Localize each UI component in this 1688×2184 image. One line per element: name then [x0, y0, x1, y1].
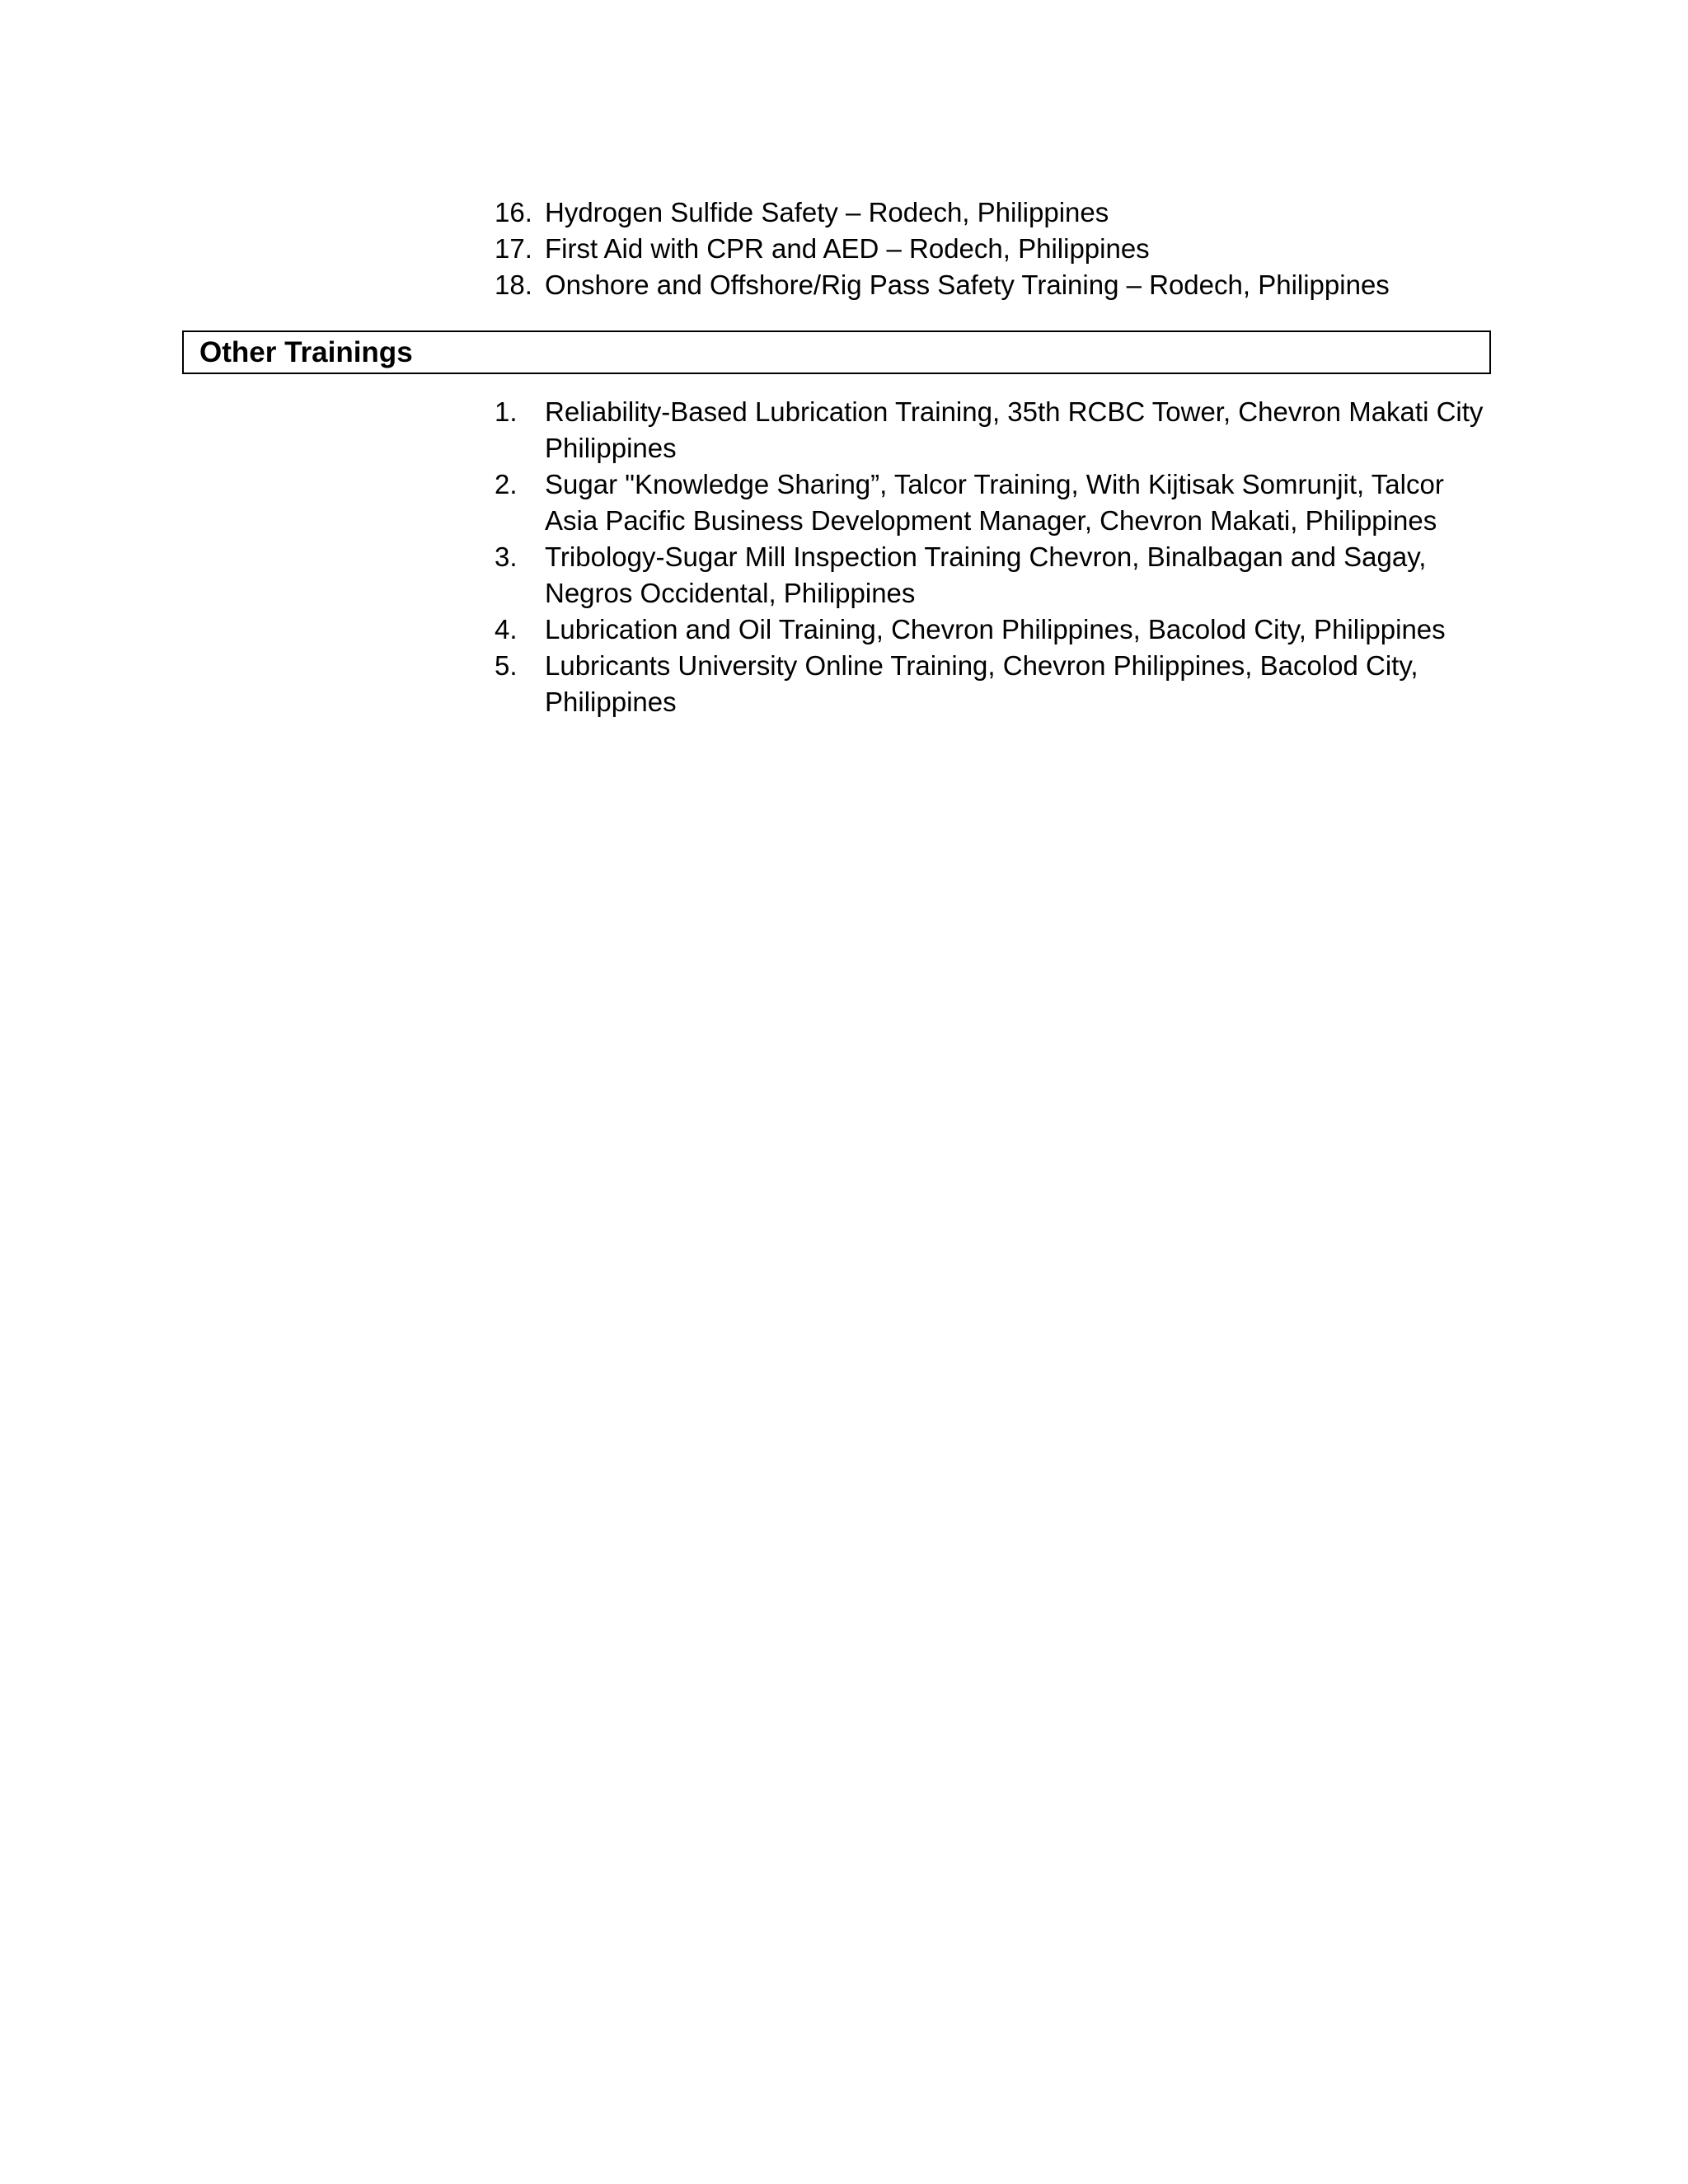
list-item-number: 1. [495, 396, 518, 427]
list-item [495, 466, 1484, 539]
list-item-number: 5. [495, 650, 518, 681]
list-item-text: Lubrication and Oil Training, Chevron Philippines, Bacolod City, Philippines [545, 614, 1446, 644]
list-item-text: Tribology-Sugar Mill Inspection Training Chevron, Binalbagan and Sagay, Negros Occidental, Philippines [545, 541, 1427, 608]
other-trainings-list [495, 394, 1484, 720]
list-item-text: Hydrogen Sulfide Safety – Rodech, Philippines [545, 197, 1109, 227]
list-item-number: 18. [495, 269, 532, 300]
list-item-number: 2. [495, 469, 518, 499]
list-item-text: Reliability-Based Lubrication Training, 35th RCBC Tower, Chevron Makati City Philippines [545, 396, 1484, 463]
list-item [495, 612, 1484, 648]
section-title: Other Trainings [199, 335, 413, 368]
list-item [495, 194, 1484, 231]
list-item-text: Onshore and Offshore/Rig Pass Safety Training – Rodech, Philippines [545, 269, 1390, 300]
list-item [495, 394, 1484, 466]
list-item-number: 3. [495, 541, 518, 572]
list-item-text: Lubricants University Online Training, Chevron Philippines, Bacolod City, Philippines [545, 650, 1418, 717]
certification-list [495, 194, 1484, 303]
list-item-number: 16. [495, 197, 532, 227]
list-item [495, 267, 1484, 303]
list-item-text: Sugar "Knowledge Sharing”, Talcor Training, With Kijtisak Somrunjit, Talcor Asia Pacific Business Development Manager, Chevron Makati, Philippines [545, 469, 1444, 536]
list-item-number: 17. [495, 233, 532, 264]
list-item [495, 231, 1484, 267]
section-header-other-trainings [182, 330, 1491, 374]
list-item-number: 4. [495, 614, 518, 644]
list-item-text: First Aid with CPR and AED – Rodech, Philippines [545, 233, 1150, 264]
list-item [495, 539, 1484, 612]
list-item [495, 648, 1484, 720]
